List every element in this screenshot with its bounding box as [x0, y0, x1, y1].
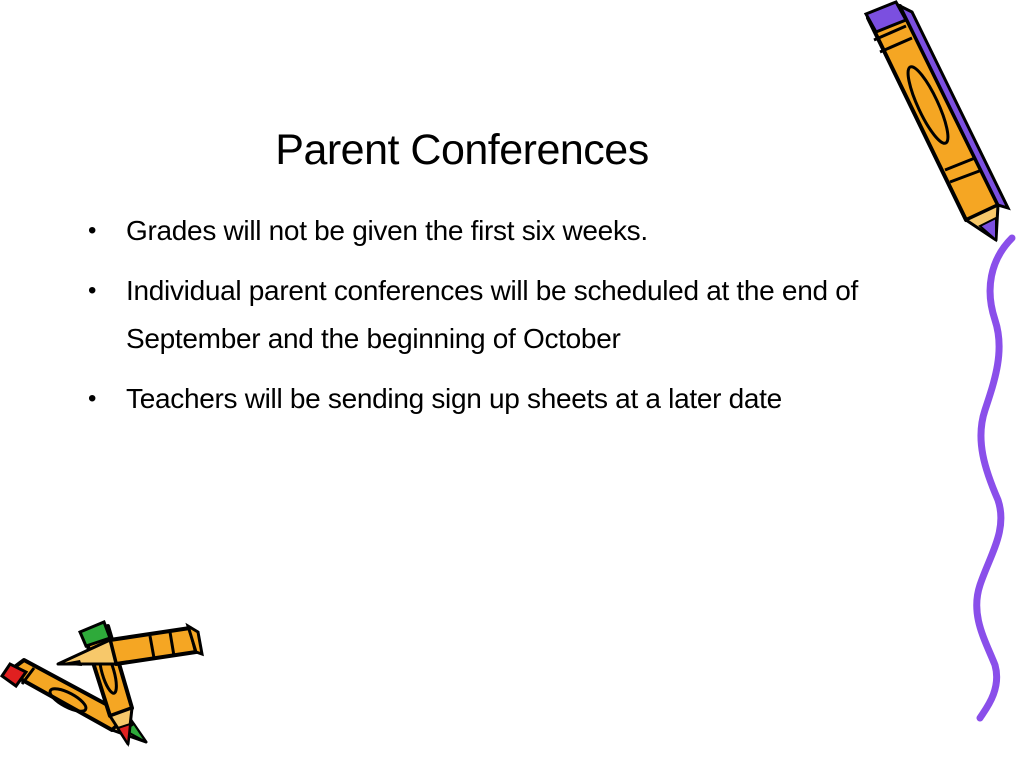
bullet-item — [84, 267, 894, 363]
slide-title: Parent Conferences — [275, 126, 649, 174]
bullet-dot: • — [88, 217, 97, 244]
bullet-item — [84, 375, 894, 423]
bullet-dot: • — [88, 277, 97, 304]
pencil-icon — [866, 2, 1008, 240]
bullet-dot: • — [88, 385, 97, 412]
bullet-text: Grades will not be given the first six weeks. — [126, 215, 648, 246]
bullet-text: Teachers will be sending sign up sheets at a later date — [126, 383, 782, 414]
bullet-list — [84, 207, 894, 435]
wavy-border-line — [977, 238, 1012, 718]
bullet-item — [84, 207, 894, 255]
crossed-pencils-icon — [2, 622, 202, 744]
bullet-text: Individual parent conferences will be scheduled at the end of September and the beginning of October — [126, 275, 858, 354]
